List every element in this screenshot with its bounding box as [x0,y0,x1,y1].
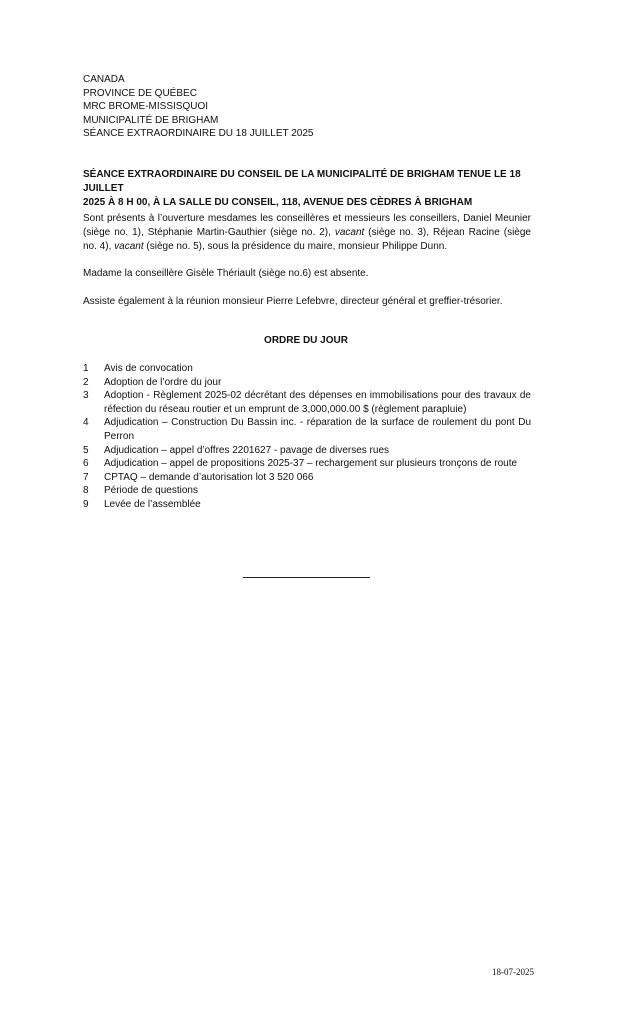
header-line-country: CANADA [83,74,125,85]
agenda-list [83,362,531,512]
agenda-item-number: 9 [83,498,89,510]
session-title-line-1: SÉANCE EXTRAORDINAIRE DU CONSEIL DE LA MUNICIPALITÉ DE BRIGHAM TENUE LE 18 JUILLET [83,169,521,194]
signature-divider [243,577,370,578]
attendance-paragraph [83,212,531,254]
agenda-item-text: CPTAQ – demande d’autorisation lot 3 520 066 [104,471,314,483]
agenda-item [83,362,531,376]
agenda-item-number: 8 [83,485,89,497]
agenda-item-number: 1 [83,363,89,374]
header-line-municipality: MUNICIPALITÉ DE BRIGHAM [83,114,219,126]
agenda-item-text: Adjudication – appel d’offres 2201627 - pavage de diverses rues [104,444,390,456]
session-title-line-2: 2025 À 8 H 00, À LA SALLE DU CONSEIL, 118, AVENUE DES CÈDRES À BRIGHAM [83,197,473,208]
agenda-item-text: Adjudication – Construction Du Bassin inc. - réparation de la surface de roulement du pont Du Perron [104,417,531,442]
attendance-text-2: (siège no. 3), Réjean Racine (siège no. 4), [83,227,531,252]
agenda-item-text: Adoption - Règlement 2025-02 décrétant des dépenses en immobilisations pour des travaux de réfection du réseau routier et un emprunt de 3,000,000.00 $ (règlement parapluie) [104,390,531,415]
agenda-item-text: Période de questions [104,485,198,497]
agenda-item [83,498,531,512]
agenda-item-number: 5 [83,444,89,456]
agenda-item [83,457,531,471]
header-line-province: PROVINCE DE QUÉBEC [83,87,197,99]
agenda-item [83,471,531,485]
agenda-item-text: Avis de convocation [104,363,193,374]
agenda-item-number: 6 [83,458,89,470]
agenda-item-text: Adjudication – appel de propositions 2025-37 – rechargement sur plusieurs tronçons de route [104,458,518,470]
attendance-text-1: Sont présents à l’ouverture mesdames les conseillères et messieurs les conseillers, Daniel Meunier (siège no. 1), Stéphanie Martin-Gauthier (siège no. 2), [83,213,531,238]
agenda-item [83,376,531,390]
agenda-title: ORDRE DU JOUR [264,335,348,346]
absence-paragraph: Madame la conseillère Gisèle Thériault (siège no.6) est absente. [83,268,369,279]
assistance-paragraph: Assiste également à la réunion monsieur Pierre Lefebvre, directeur général et greffier-trésorier. [83,296,503,307]
agenda-item-number: 3 [83,390,89,402]
agenda-item [83,416,531,443]
header-line-session: SÉANCE EXTRAORDINAIRE DU 18 JUILLET 2025 [83,128,314,140]
agenda-item-text: Adoption de l’ordre du jour [104,376,222,388]
agenda-item-number: 2 [83,376,89,388]
agenda-item-number: 7 [83,471,89,483]
agenda-item [83,484,531,498]
agenda-item [83,444,531,458]
agenda-item [83,389,531,416]
vacant-seat-3: vacant [334,227,365,238]
agenda-item-text: Levée de l’assemblée [104,498,201,510]
agenda-item-number: 4 [83,417,89,429]
attendance-text-3: (siège no. 5), sous la présidence du maire, monsieur Philippe Dunn. [143,241,448,252]
header-line-mrc: MRC BROME-MISSISQUOI [83,101,209,113]
document-header [83,73,313,141]
footer-date: 18-07-2025 [492,967,534,977]
vacant-seat-5: vacant [114,241,144,252]
session-title [83,168,531,210]
